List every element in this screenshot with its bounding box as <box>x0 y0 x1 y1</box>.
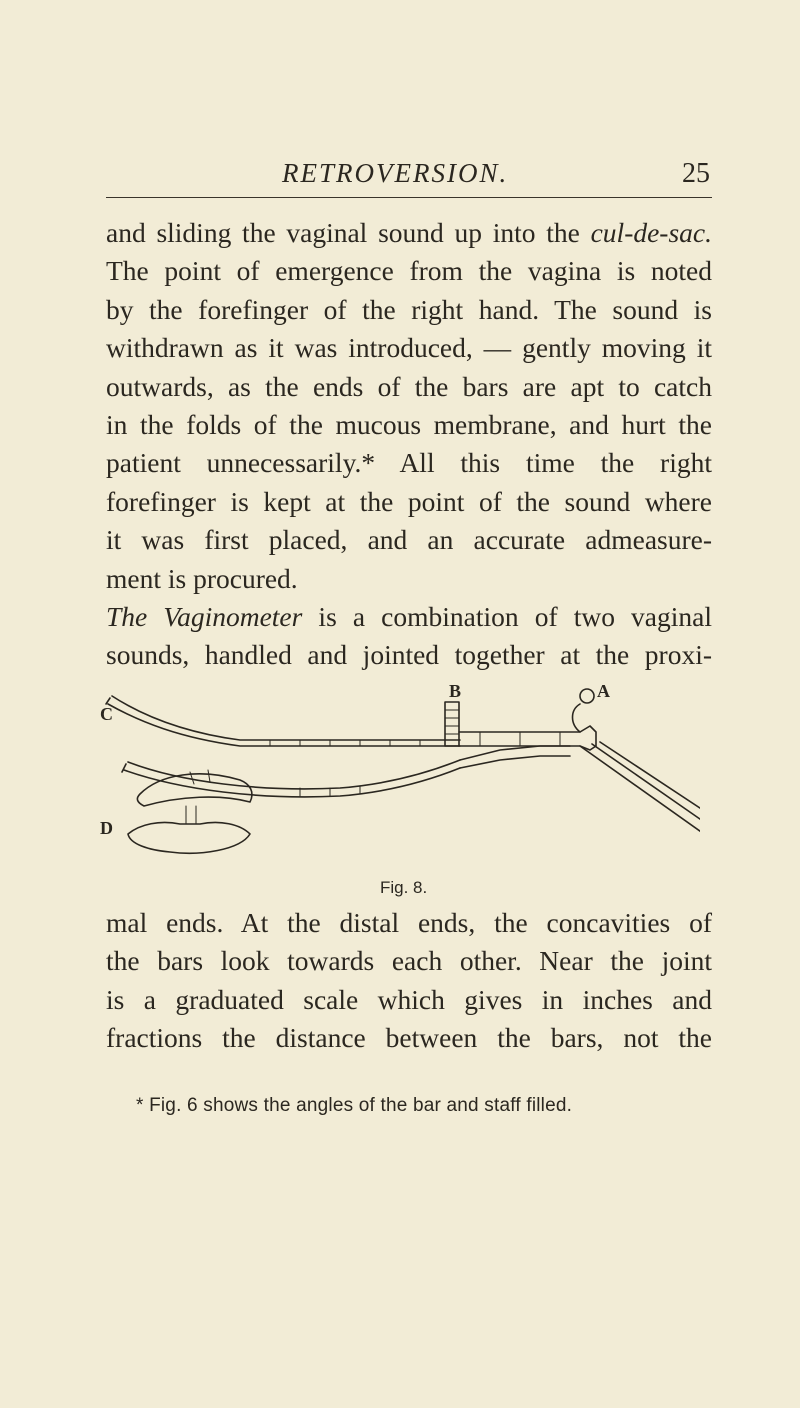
upper-bar <box>112 696 460 740</box>
text-line: withdrawn as it was introduced, — gently moving it <box>106 332 712 364</box>
vaginometer-illustration <box>100 684 700 864</box>
text-line: outwards, as the ends of the bars are apt to catch <box>106 370 712 402</box>
italic-term: cul-de-sac. <box>590 217 712 248</box>
footnote: * Fig. 6 shows the angles of the bar and staff filled. <box>136 1095 573 1116</box>
page-number: 25 <box>682 158 710 189</box>
text-line: The point of emergence from the vagina is noted <box>106 255 712 287</box>
text-line: the bars look towards each other. Near the joint <box>106 945 712 977</box>
text-line: in the folds of the mucous membrane, and hurt the <box>106 409 712 441</box>
text-line <box>106 598 712 636</box>
staff <box>580 746 700 834</box>
figure-caption: Fig. 8. <box>380 878 428 897</box>
text-line <box>106 214 712 252</box>
text-line: mal ends. At the distal ends, the concavities of <box>106 907 712 938</box>
body-paragraph-2 <box>106 598 712 675</box>
body-paragraph-1 <box>106 214 712 598</box>
figure-label-b: B <box>449 684 462 701</box>
text-line-last: ment is procured. <box>106 562 298 594</box>
handle-ring <box>580 689 594 703</box>
text-line: forefinger is kept at the point of the sound where <box>106 485 712 517</box>
body-paragraph-3 <box>106 904 712 1058</box>
figure-label-a: A <box>597 684 610 701</box>
lower-bar-edge <box>124 768 460 797</box>
page-header <box>0 158 800 198</box>
text-span: and sliding the vaginal sound up into the <box>106 217 591 248</box>
figure-label-c: C <box>100 704 113 724</box>
detached-tip-lower <box>128 822 250 853</box>
figure-label-d: D <box>100 818 113 838</box>
text-line: is a graduated scale which gives in inches and <box>106 983 712 1015</box>
italic-term: The Vaginometer <box>106 601 303 632</box>
header-rule <box>106 197 712 198</box>
vaginometer-figure <box>100 684 700 864</box>
text-span: is a combination of two vaginal <box>302 601 712 632</box>
text-line: sounds, handled and jointed together at the proxi- <box>106 639 712 671</box>
text-line: patient unnecessarily.* All this time the right <box>106 447 712 479</box>
text-line: by the forefinger of the right hand. The sound is <box>106 293 712 325</box>
running-head: RETROVERSION. <box>282 158 509 188</box>
text-line: it was first placed, and an accurate admeasure- <box>106 524 712 556</box>
text-line: fractions the distance between the bars, not the <box>106 1022 712 1054</box>
